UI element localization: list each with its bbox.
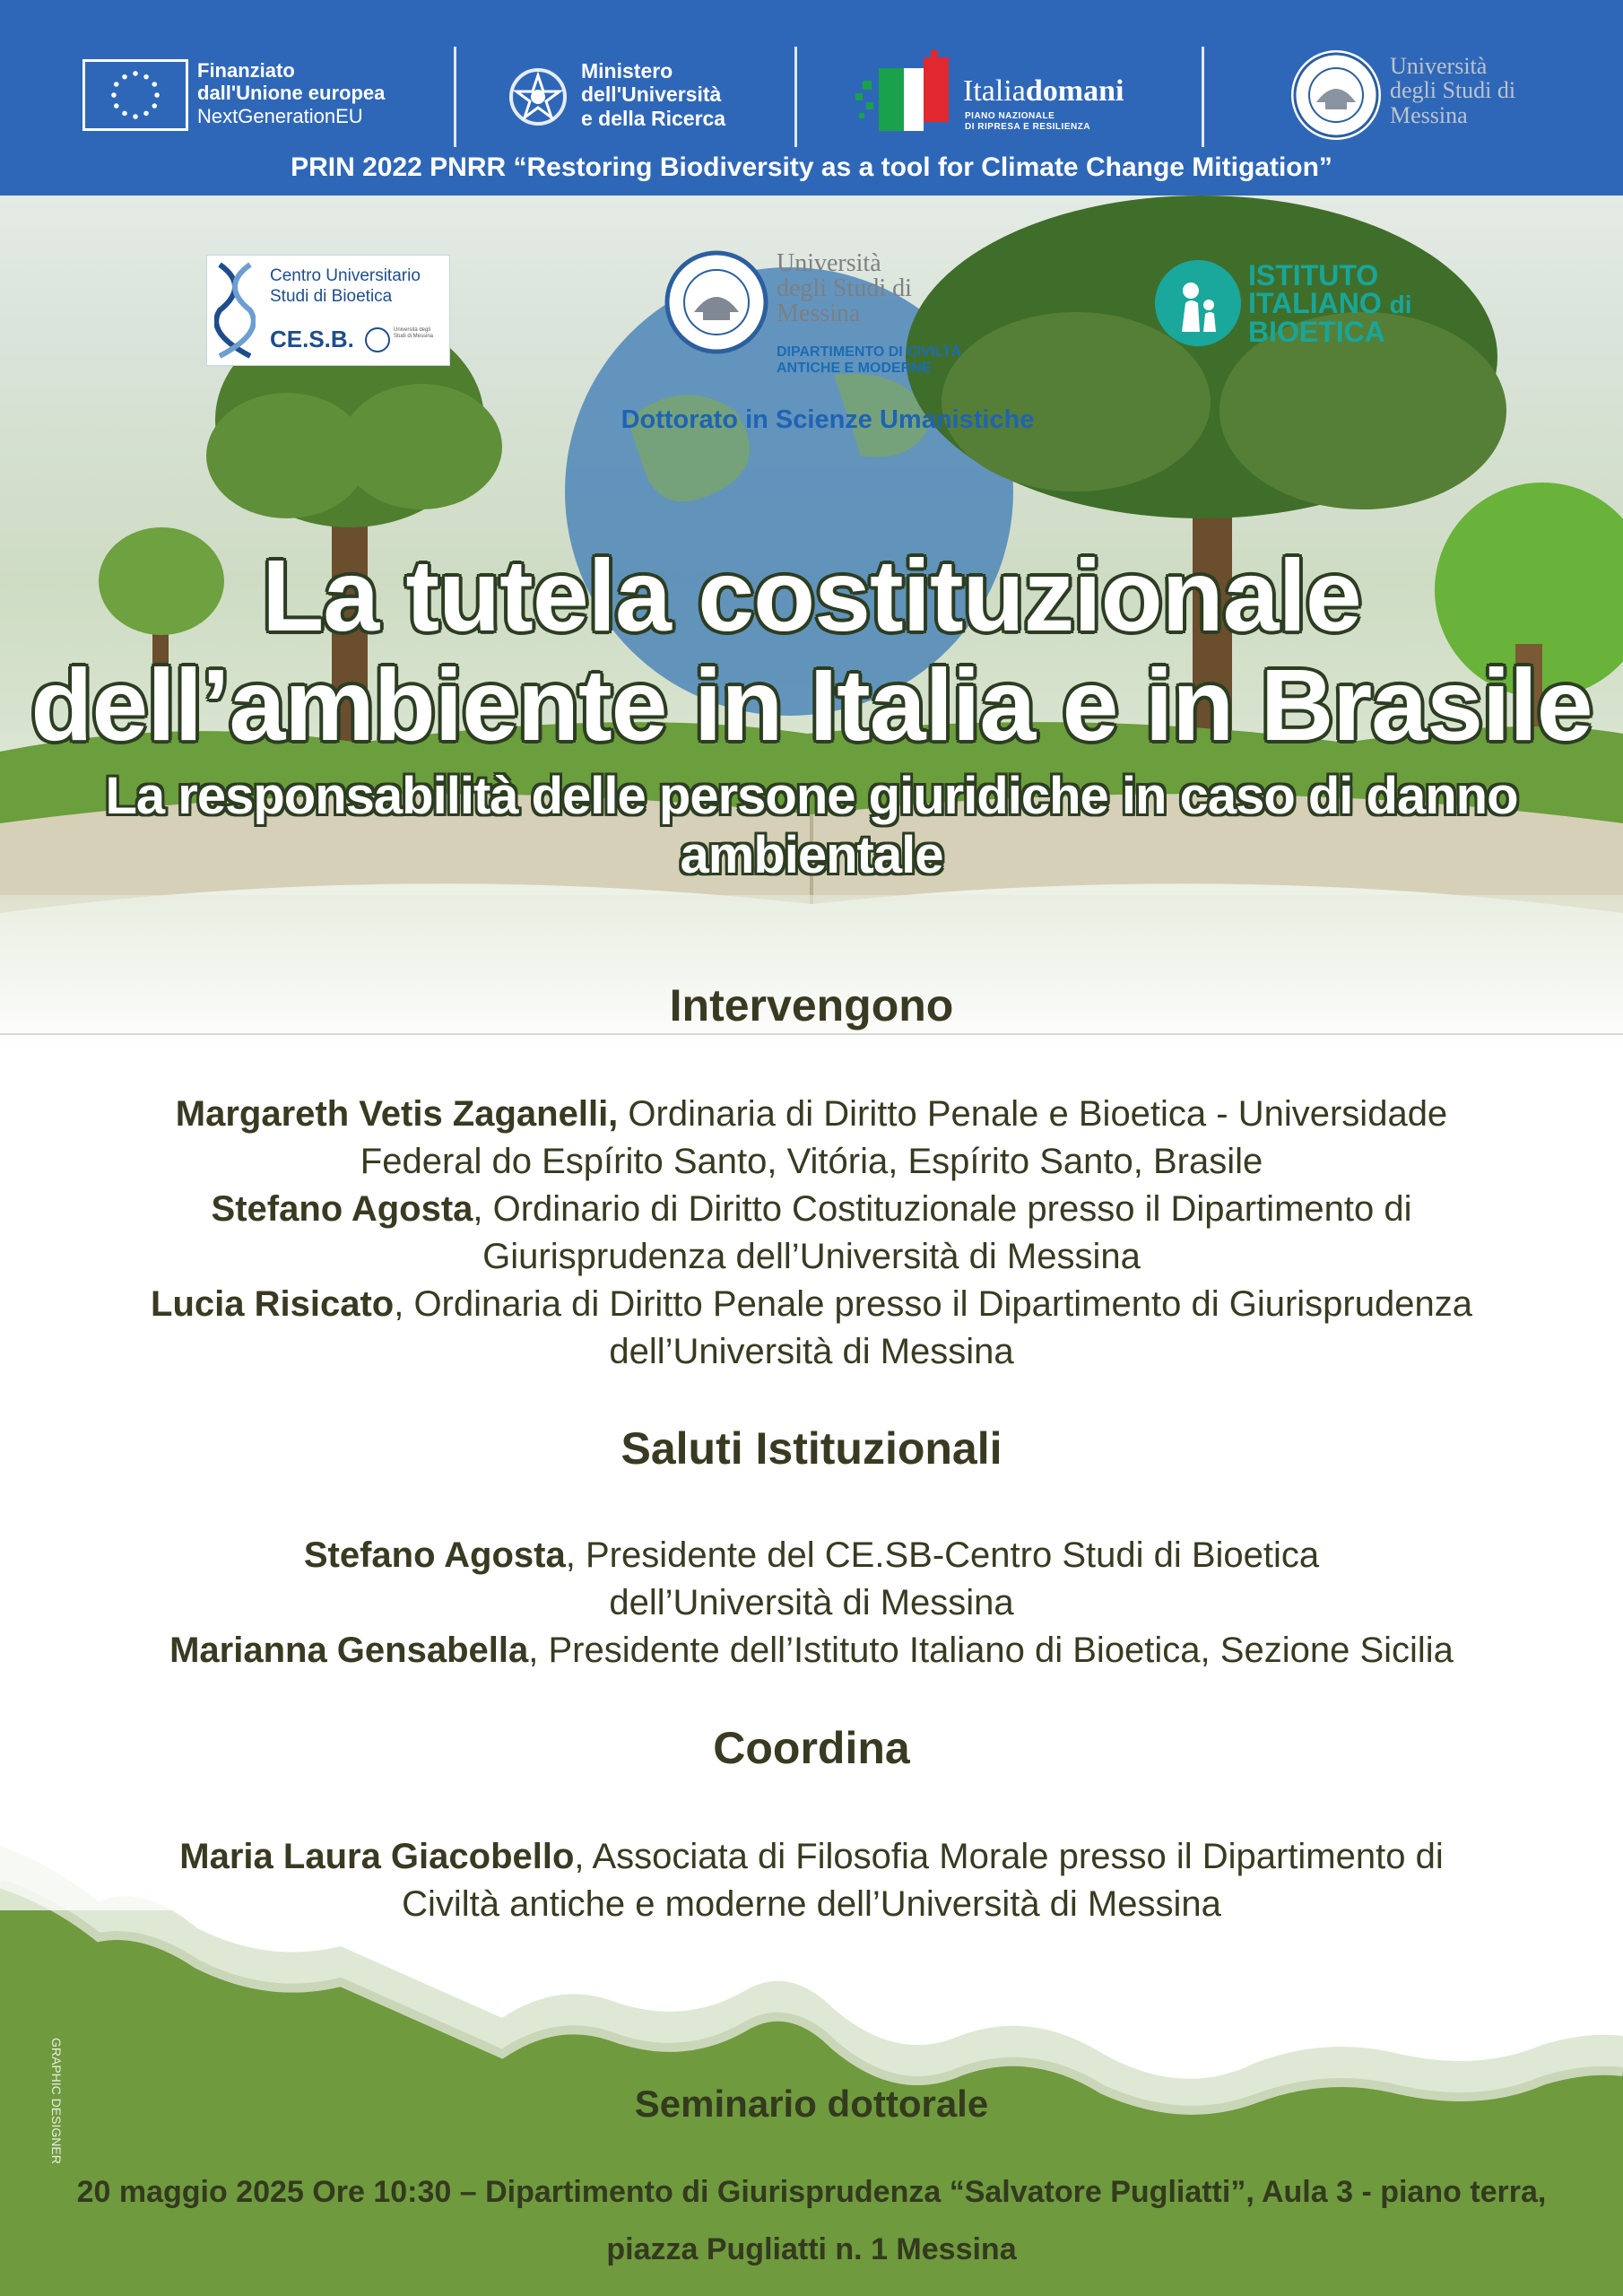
greetings-list — [72, 1532, 1551, 1674]
speaker-entry — [72, 1627, 1551, 1674]
ministry-line2: dell'Università — [581, 83, 722, 107]
event-date-place: 20 maggio 2025 Ore 10:30 – Dipartimento di Giurisprudenza “Salvatore Pugliatti”, Aula 3 - piano terra, — [76, 2175, 1547, 2209]
cesb-logo — [206, 255, 450, 366]
speaker-role-cont: dell’Università di Messina — [609, 1583, 1014, 1622]
speaker-name: Lucia Risicato — [151, 1284, 395, 1324]
subtitle-line1: La responsabilità delle persone giuridiche in caso di danno — [105, 767, 1518, 825]
speaker-role: , Ordinaria di Diritto Penale presso il Dipartimento di Giurisprudenza — [394, 1284, 1472, 1324]
speaker-role-cont: Civiltà antiche e moderne dell’Università di Messina — [402, 1884, 1221, 1924]
department-line2: ANTICHE E MODERNE — [777, 360, 932, 376]
heading-intervengono: Intervengono — [669, 980, 954, 1031]
university-seal-icon — [1289, 48, 1383, 142]
heading-saluti: Saluti Istituzionali — [621, 1423, 1002, 1474]
cesb-short: CE.S.B. — [270, 326, 354, 352]
dna-icon — [214, 261, 256, 360]
speaker-name: Margareth Vetis Zaganelli, — [175, 1094, 619, 1134]
speaker-role: , Presidente del CE.SB-Centro Studi di Bioetica — [565, 1535, 1320, 1575]
iib-di: di — [1389, 291, 1412, 319]
title-line1: La tutela costituzionale — [262, 539, 1361, 652]
speaker-role-cont: Giurisprudenza dell’Università di Messina — [482, 1237, 1141, 1276]
speaker-entry — [72, 1186, 1551, 1233]
university-line2: degli Studi di — [777, 274, 912, 302]
iib-line2: ITALIANO — [1248, 287, 1382, 320]
partner-logos — [0, 222, 1623, 434]
divider — [0, 1033, 1623, 1035]
italian-emblem-icon — [508, 61, 568, 131]
italiadomani-bold: domani — [1025, 74, 1124, 108]
university-seal-icon — [664, 249, 769, 355]
italiadomani-logo-icon — [855, 50, 956, 140]
event-address: piazza Pugliatti n. 1 Messina — [606, 2232, 1017, 2266]
iib-logo-icon — [1155, 260, 1241, 346]
eu-funded-line2: dall'Unione europea — [197, 82, 386, 105]
italiadomani-subtitle — [965, 111, 1090, 132]
designer-text: GRAPHIC DESIGNER — [49, 2038, 64, 2164]
university-top-line1: Università — [1390, 53, 1488, 79]
subtitle-line2: ambientale — [680, 826, 943, 884]
eu-flag-icon — [82, 59, 188, 131]
speaker-role-cont: Federal do Espírito Santo, Vitória, Espírito Santo, Brasile — [360, 1142, 1263, 1181]
speaker-role: , Associata di Filosofia Morale presso il Dipartimento di — [574, 1837, 1444, 1876]
ministry-text — [581, 59, 725, 130]
mini-seal-icon — [365, 327, 390, 352]
speaker-entry — [72, 1833, 1551, 1881]
heading-coordina: Coordina — [713, 1723, 910, 1773]
speaker-entry — [72, 1091, 1551, 1138]
doctorate-program: Dottorato in Scienze Umanistiche — [621, 405, 1035, 434]
speaker-entry — [72, 1532, 1551, 1579]
university-line1: Università — [777, 249, 881, 277]
top-banner — [0, 0, 1623, 196]
ministry-line3: e della Ricerca — [581, 106, 726, 130]
divider — [454, 47, 456, 147]
department-line1: DIPARTIMENTO DI CIVILTÀ — [777, 344, 962, 360]
eu-nextgen: NextGenerationEU — [197, 104, 363, 127]
seminar-type: Seminario dottorale — [634, 2083, 989, 2125]
italiadomani-light: Italia — [963, 74, 1026, 108]
title-line2: dell’ambiente in Italia e in Brasile — [30, 648, 1593, 761]
university-line3: Messina — [777, 300, 861, 327]
iib-line1: ISTITUTO — [1248, 259, 1379, 291]
speaker-role: , Presidente dell’Istituto Italiano di Bioetica, Sezione Sicilia — [528, 1631, 1454, 1670]
cesb-name — [270, 266, 421, 308]
speaker-name: Stefano Agosta — [303, 1535, 566, 1575]
speakers-list — [72, 1091, 1551, 1376]
cesb-line2: Studi di Bioetica — [270, 286, 393, 306]
university-top-line2: degli Studi di — [1390, 77, 1516, 104]
speaker-name: Maria Laura Giacobello — [179, 1837, 575, 1876]
event-details — [27, 2163, 1596, 2278]
cesb-line1: Centro Universitario — [270, 266, 421, 285]
cesb-mini-text: Università degli Studi di Messina — [394, 327, 434, 339]
speaker-role-cont: dell’Università di Messina — [609, 1332, 1014, 1371]
university-top-line3: Messina — [1390, 101, 1468, 128]
speaker-entry — [72, 1281, 1551, 1328]
coordinator-list — [72, 1833, 1551, 1928]
eu-funded-line1: Finanziato — [197, 59, 295, 82]
italiadomani-sub2: DI RIPRESA E RESILIENZA — [965, 121, 1091, 132]
divider — [794, 47, 797, 147]
speaker-role: Ordinaria di Diritto Penale e Bioetica - Universidade — [618, 1094, 1448, 1134]
ministry-line1: Ministero — [581, 59, 673, 83]
italiadomani-wordmark — [963, 74, 1124, 109]
title-block — [0, 541, 1623, 885]
speaker-role: , Ordinario di Diritto Costituzionale presso il Dipartimento di — [473, 1189, 1412, 1229]
iib-name — [1248, 259, 1412, 348]
italiadomani-sub1: PIANO NAZIONALE — [965, 111, 1055, 121]
prin-project-line: PRIN 2022 PNRR “Restoring Biodiversity as a tool for Climate Change Mitigation” — [291, 152, 1332, 182]
eu-funding-text — [197, 59, 385, 127]
speaker-name: Marianna Gensabella — [169, 1631, 529, 1670]
iib-line3: BIOETICA — [1248, 315, 1385, 348]
university-name-top — [1390, 54, 1515, 127]
university-name — [777, 251, 912, 326]
hero-area — [0, 196, 1623, 1048]
department-name — [777, 344, 961, 376]
divider — [1202, 47, 1204, 147]
speaker-name: Stefano Agosta — [211, 1189, 473, 1229]
funding-logos-row — [0, 34, 1623, 160]
